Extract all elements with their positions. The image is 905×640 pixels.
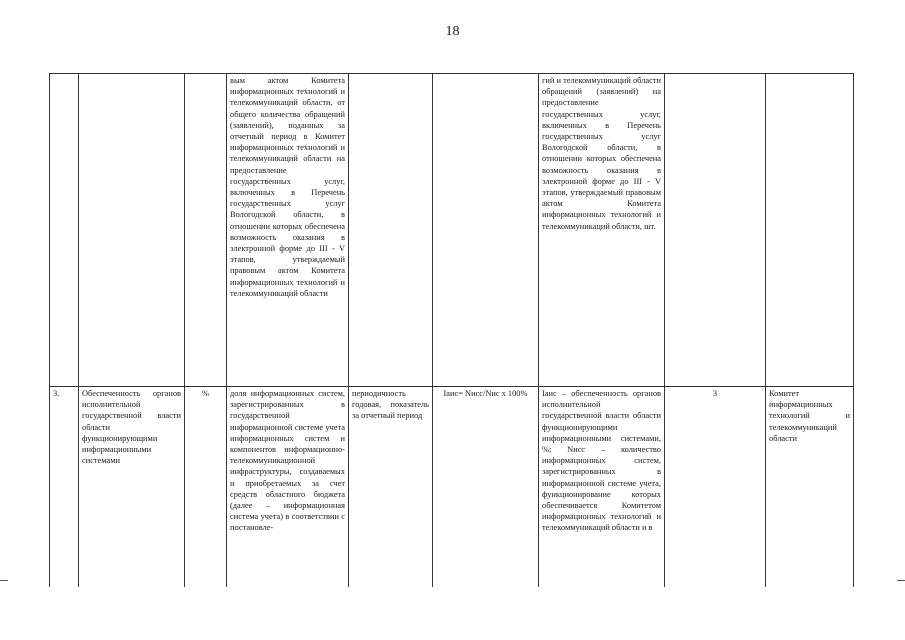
cell-indicator: Обеспеченность органов исполнительной государственной власти области функционирующими информационными системами [79, 387, 185, 588]
table-row [50, 74, 854, 387]
cell-number: 3. [50, 387, 79, 588]
cell-period [349, 74, 433, 387]
cell-value: 3 [665, 387, 766, 588]
cell-variables: Iаис – обеспеченность органов исполнительной государственной власти области функционирующими информационными системами, %; Nисс – количество информационных систем, зарегистрированных в информационной системе учета, функционирование которых обеспечивается Комитетом информационных технологий и телекоммуникаций области и в [539, 387, 665, 588]
cell-formula [433, 74, 539, 387]
indicators-table [49, 73, 854, 587]
cell-variables: гий и телекоммуникаций области обращений (заявлений) на предоставление государственных услуг, включенных в Перечень государственных услуг Вологодской области, в отношении которых обеспечена возможность оказания в электронной форме до III - V этапов, утверждаемый правовым актом Комитета информационных технологий и телекоммуникаций области, шт. [539, 74, 665, 387]
left-edge-mark [0, 580, 8, 581]
page-number: 18 [445, 24, 460, 39]
cell-unit [185, 74, 227, 387]
table-row [50, 387, 854, 588]
cell-responsible [766, 74, 854, 387]
right-edge-mark [897, 580, 905, 581]
cell-definition: доля информационных систем, зарегистрированных в государственной информационной системе учета информационных систем и компонентов информационно-телекоммуникационной инфраструктуры, создаваемых и приобретаемых за счет средств областного бюджета (далее – информационная система учета) в соответствии с постановле- [227, 387, 349, 588]
cell-definition: вым актом Комитета информационных технологий и телекоммуникаций области, от общего количества обращений (заявлений), поданных за отчетный период в Комитет информационных технологий и телекоммуникаций области на предоставление государственных услуг, включенных в Перечень государственных услуг Вологодской области, в отношении которых обеспечена возможность оказания в электронной форме до III - V этапов, утверждаемый правовым актом Комитета информационных технологий и телекоммуникаций области [227, 74, 349, 387]
cell-unit: % [185, 387, 227, 588]
cell-formula: Iаис= Nисс/Nис x 100% [433, 387, 539, 588]
cell-value [665, 74, 766, 387]
cell-indicator [79, 74, 185, 387]
cell-number [50, 74, 79, 387]
cell-responsible: Комитет информационных технологий и телекоммуникаций области [766, 387, 854, 588]
cell-period: периодичность годовая, показатель за отчетный период [349, 387, 433, 588]
